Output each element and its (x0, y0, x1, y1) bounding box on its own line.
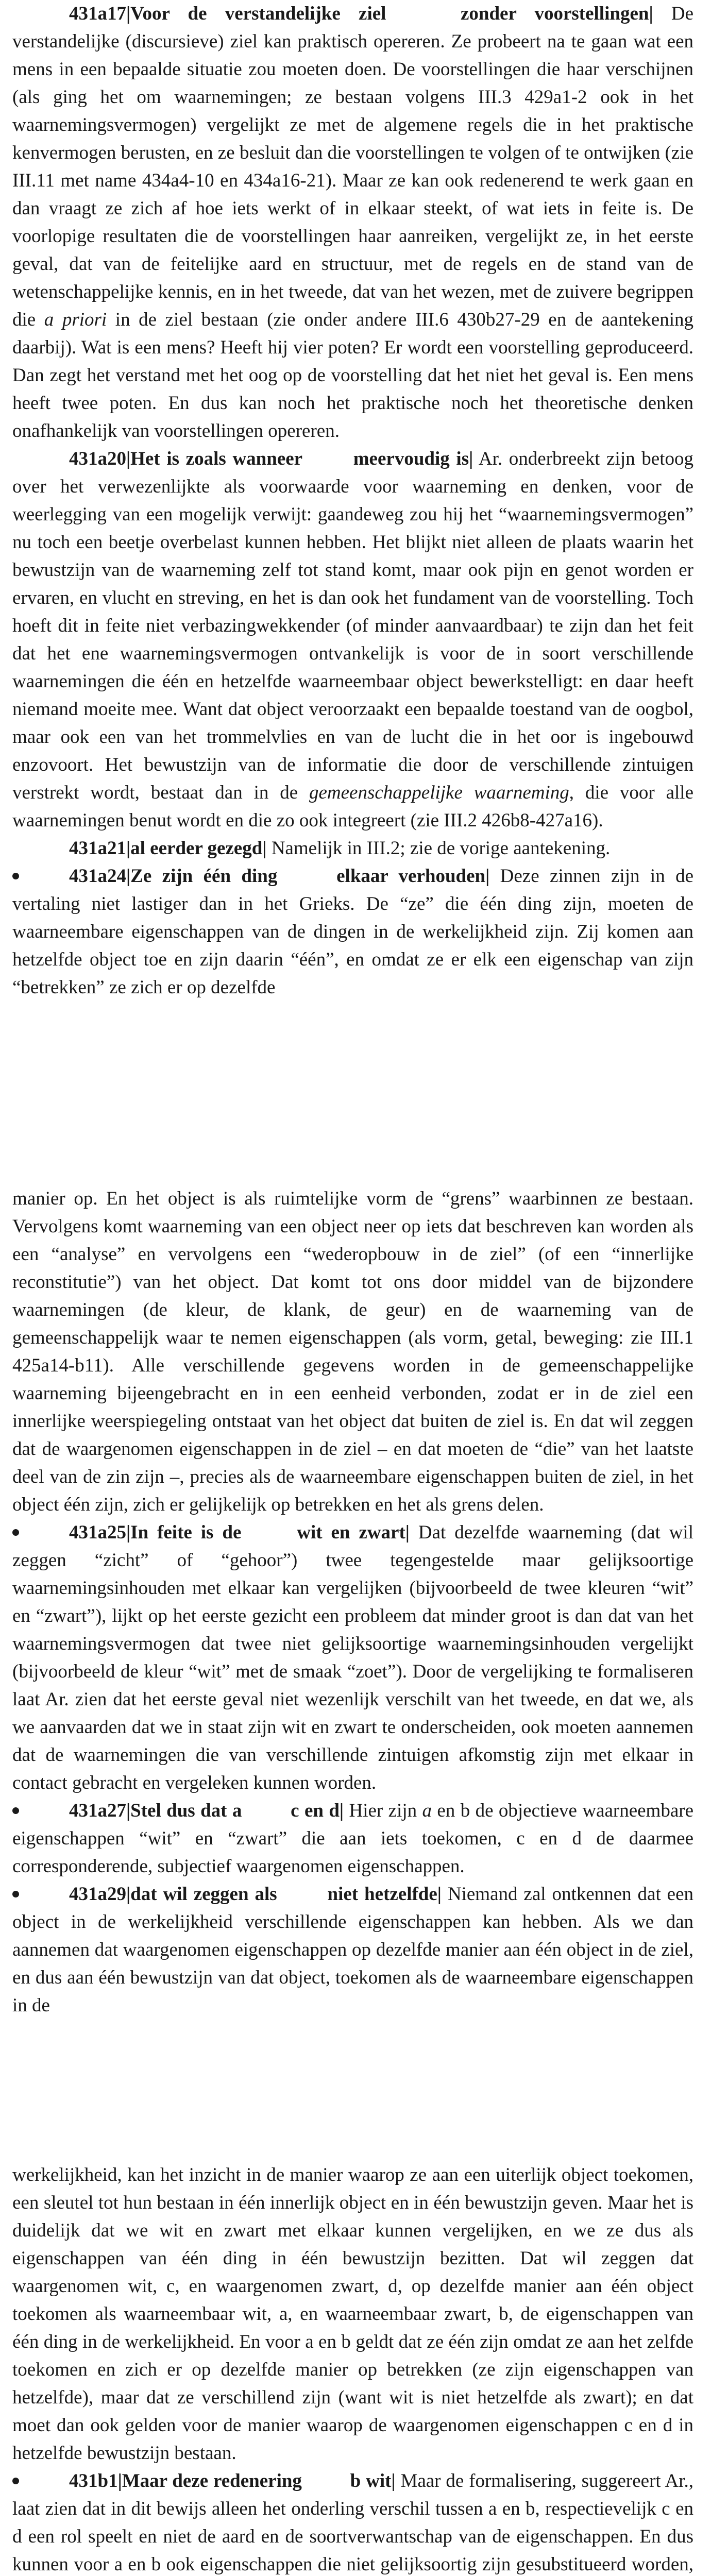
line-reference: 431b1 (69, 2470, 118, 2492)
annotation-text: Maar de formalisering, suggereert Ar., laat zien dat in dit bewijs alleen het onderling verschil tussen a en b, respectievelijk c en d een rol speelt en niet de aard en de soortverwantschap van de eigenschappen. En dus kunnen voor a en b ook eigenschappen die niet gelijksoortig zijn gesubstitueerd worden, (12, 2470, 693, 2575)
annotation-431a25 (12, 1519, 693, 1797)
lemma-heading: |Stel dus dat a c en d| (126, 1800, 344, 1821)
annotation-text: De verstandelijke (discursieve) ziel kan praktisch opereren. Ze probeert na te gaan wat een mens in een bepaalde situatie zou moeten doen. De voorstellingen die haar verschijnen (als ging het om waarnemingen; ze bestaan volgens III.3 429a1-2 ook in het waarnemingsvermogen) vergelijkt ze met de algemene regels die in het praktische kenvermogen berusten, en ze besluit dan die voorstellingen te volgen of te ontwijken (zie III.11 met name 434a4-10 en 434a16-21). Maar ze kan ook redenerend te werk gaan en dan vraagt ze zich af hoe iets werkt of in elkaar steekt, of wat iets in feite is. De voorlopige resultaten die de voorstellingen haar aanreiken, vergelijkt ze, in het eerste geval, dat van de feitelijke aard en structuur, met de regels en de stand van de wetenschappelijke kennis, en in het tweede, dat van het wezen, met de zuivere begrippen die (12, 3, 693, 330)
line-reference: 431a27 (69, 1800, 126, 1821)
text-block-1 (0, 0, 711, 1002)
annotation-text: Deze zinnen zijn in de vertaling niet lastiger dan in het Grieks. De “ze” die één ding zijn, moeten de waarneembare eigenschappen van de dingen in de werkelijkheid zijn. Zij komen aan hetzelfde object toe en zijn daarin “één”, en omdat ze er elk een eigenschap van zijn “betrekken” ze zich er op dezelfde (12, 866, 693, 998)
bullet-icon (12, 1529, 19, 1536)
annotation-text: Dat dezelfde waarneming (dat wil zeggen “zicht” of “gehoor”) twee tegengestelde maar gelijksoortige waarnemingsinhouden met elkaar kan vergelijken (bijvoorbeeld de twee kleuren “wit” en “zwart”), lijkt op het eerste gezicht een probleem dat minder groot is dan dat van het waarnemingsvermogen dat twee niet gelijksoortige waarnemingsinhouden vergelijkt (bijvoorbeeld de kleur “wit” met de smaak “zoet”). Door de vergelijking te formaliseren laat Ar. zien dat het eerste geval niet wezenlijk verschilt van het tweede, en dat we, als we aanvaarden dat we in staat zijn wit en zwart te onderscheiden, ook moeten aannemen dat de waarnemingen die van verschillende zintuigen afkomstig zijn met elkaar in contact gebracht en vergeleken kunnen worden. (12, 1522, 693, 1793)
annotation-431a20 (12, 445, 693, 835)
line-reference: 431a25 (69, 1522, 126, 1543)
bullet-icon (12, 1807, 19, 1814)
annotation-text-continued: en b de objectieve waarneembare eigenschappen “wit” en “zwart” die aan iets toekomen, c en d de daarmee corresponderende, subjectief waargenomen eigenschappen. (12, 1800, 693, 1877)
annotation-431a17 (12, 0, 693, 445)
line-reference: 431a20 (69, 448, 126, 469)
bullet-icon (12, 1891, 19, 1897)
lemma-heading: |In feite is de wit en zwart| (126, 1522, 410, 1543)
annotation-text: Hier zijn (344, 1800, 422, 1821)
lemma-heading: |Voor de verstandelijke ziel zonder voorstellingen| (126, 3, 653, 24)
emphasis-text: gemeenschappelijke waarneming (309, 782, 569, 803)
line-reference: 431a24 (69, 866, 126, 887)
annotation-431a27 (12, 1797, 693, 1880)
lemma-heading: |Maar deze redenering b wit| (117, 2470, 396, 2492)
emphasis-text: a priori (44, 309, 107, 330)
annotation-text: Namelijk in III.2; zie de vorige aantekening. (266, 838, 611, 859)
bullet-icon (12, 873, 19, 879)
annotation-431b1 (12, 2467, 693, 2576)
line-reference: 431a29 (69, 1884, 126, 1905)
line-reference: 431a17 (69, 3, 126, 24)
annotation-continuation: manier op. En het object is als ruimtelijke vorm de “grens” waarbinnen ze bestaan. Vervolgens komt waarneming van een object neer op iets dat beschreven kan worden als een “analyse” en vervolgens een “wederopbouw in de ziel” (of een “innerlijke reconstitutie”) van het object. Dat komt tot ons door middel van de bijzondere waarnemingen (de kleur, de klank, de geur) en de waarneming van de gemeenschappelijk waar te nemen eigenschappen (als vorm, getal, beweging: zie III.1 425a14-b11). Alle verschillende gegevens worden in de gemeenschappelijke waarneming bijeengebracht en in een eenheid verbonden, zodat er in de ziel een innerlijke weerspiegeling ontstaat van het object dat buiten de ziel is. En dat wil zeggen dat de waargenomen eigenschappen in de ziel – en dat moeten de “die” van het laatste deel van de zin zijn –, precies als de waarneembare eigenschappen buiten de ziel, in het object één zijn, zich er gelijkelijk op betrekken en het als grens delen. (12, 1188, 693, 1515)
text-block-3 (0, 2161, 711, 2576)
annotation-text-continued: in de ziel bestaan (zie onder andere III.6 430b27-29 en de aantekening daarbij). Wat is een mens? Heeft hij vier poten? Er wordt een voorstelling geproduceerd. Dan zegt het verstand met het oog op de voorstelling dat het niet het geval is. Een mens heeft twee poten. En dus kan noch het praktische noch het theoretische denken onafhankelijk van voorstellingen opereren. (12, 309, 694, 442)
lemma-heading: |al eerder gezegd| (126, 838, 267, 859)
lemma-heading: |Het is zoals wanneer meervoudig is| (126, 448, 473, 469)
annotation-text: Ar. onderbreekt zijn betoog over het verwezenlijkte als voorwaarde voor waarneming en denken, voor de weerlegging van een mogelijk verwijt: gaandeweg zou hij het “waarnemingsvermogen” nu toch een beetje overbelast kunnen hebben. Het blijkt niet alleen de plaats waarin het bewustzijn van de waarneming zelf tot stand komt, maar ook pijn en genot worden er ervaren, en vlucht en streving, en het is dan ook het fundament van de voorstelling. Toch hoeft dit in feite niet verbazingwekkender (of minder aanvaardbaar) te zijn dan het feit dat het ene waarnemingsvermogen ontvankelijk is voor de in soort verschillende waarnemingen die één en hetzelfde waarneembaar object bewerkstelligt: en daar heeft niemand moeite mee. Want dat object veroorzaakt een bepaalde toestand van de oogbol, maar ook een van het trommelvlies en van de lucht die in het oor is ingebouwd enzovoort. Het bewustzijn van de informatie die door de verschillende zintuigen verstrekt wordt, bestaat dan in de (12, 448, 693, 803)
annotation-continuation: werkelijkheid, kan het inzicht in de manier waarop ze aan een uiterlijk object toekomen, een sleutel tot hun bestaan in één innerlijk object en in één bewustzijn geven. Maar het is duidelijk dat we wit en zwart met elkaar kunnen vergelijken, en we ze dus als eigenschappen van één ding in één bewustzijn bezitten. Dat wil zeggen dat waargenomen wit, c, en waargenomen zwart, d, op dezelfde manier aan één object toekomen als waarneembaar wit, a, en waarneembaar zwart, b, de eigenschappen van één ding in de werkelijkheid. En voor a en b geldt dat ze één zijn omdat ze aan het zelfde toekomen en zich er op dezelfde manier op betrekken (ze zijn eigenschappen van hetzelfde), maar dat ze verschillend zijn (want wit is niet hetzelfde als zwart); en dat moet dan ook gelden voor de manier waarop de waargenomen eigenschappen c en d in hetzelfde bewustzijn bestaan. (12, 2164, 693, 2464)
bullet-icon (12, 2478, 19, 2484)
lemma-heading: |dat wil zeggen als niet hetzelfde| (126, 1884, 442, 1905)
annotation-431a21 (12, 835, 693, 862)
line-reference: 431a21 (69, 838, 126, 859)
annotation-text-continued: , die voor alle waarnemingen benut wordt en die zo ook integreert (zie III.2 426b8-427a16). (12, 782, 693, 831)
annotation-431a29 (12, 1880, 693, 2020)
emphasis-text: a (422, 1800, 432, 1821)
text-block-2 (0, 1185, 711, 2020)
annotation-text: Niemand zal ontkennen dat een object in de werkelijkheid verschillende eigenschappen kan hebben. Als we dan aannemen dat waargenomen eigenschappen op dezelfde manier aan één object in de ziel, en dus aan één bewustzijn van dat object, toekomen als de waarneembare eigenschappen in de (12, 1884, 694, 2016)
annotation-431a24 (12, 862, 693, 1002)
lemma-heading: |Ze zijn één ding elkaar verhouden| (126, 866, 490, 887)
